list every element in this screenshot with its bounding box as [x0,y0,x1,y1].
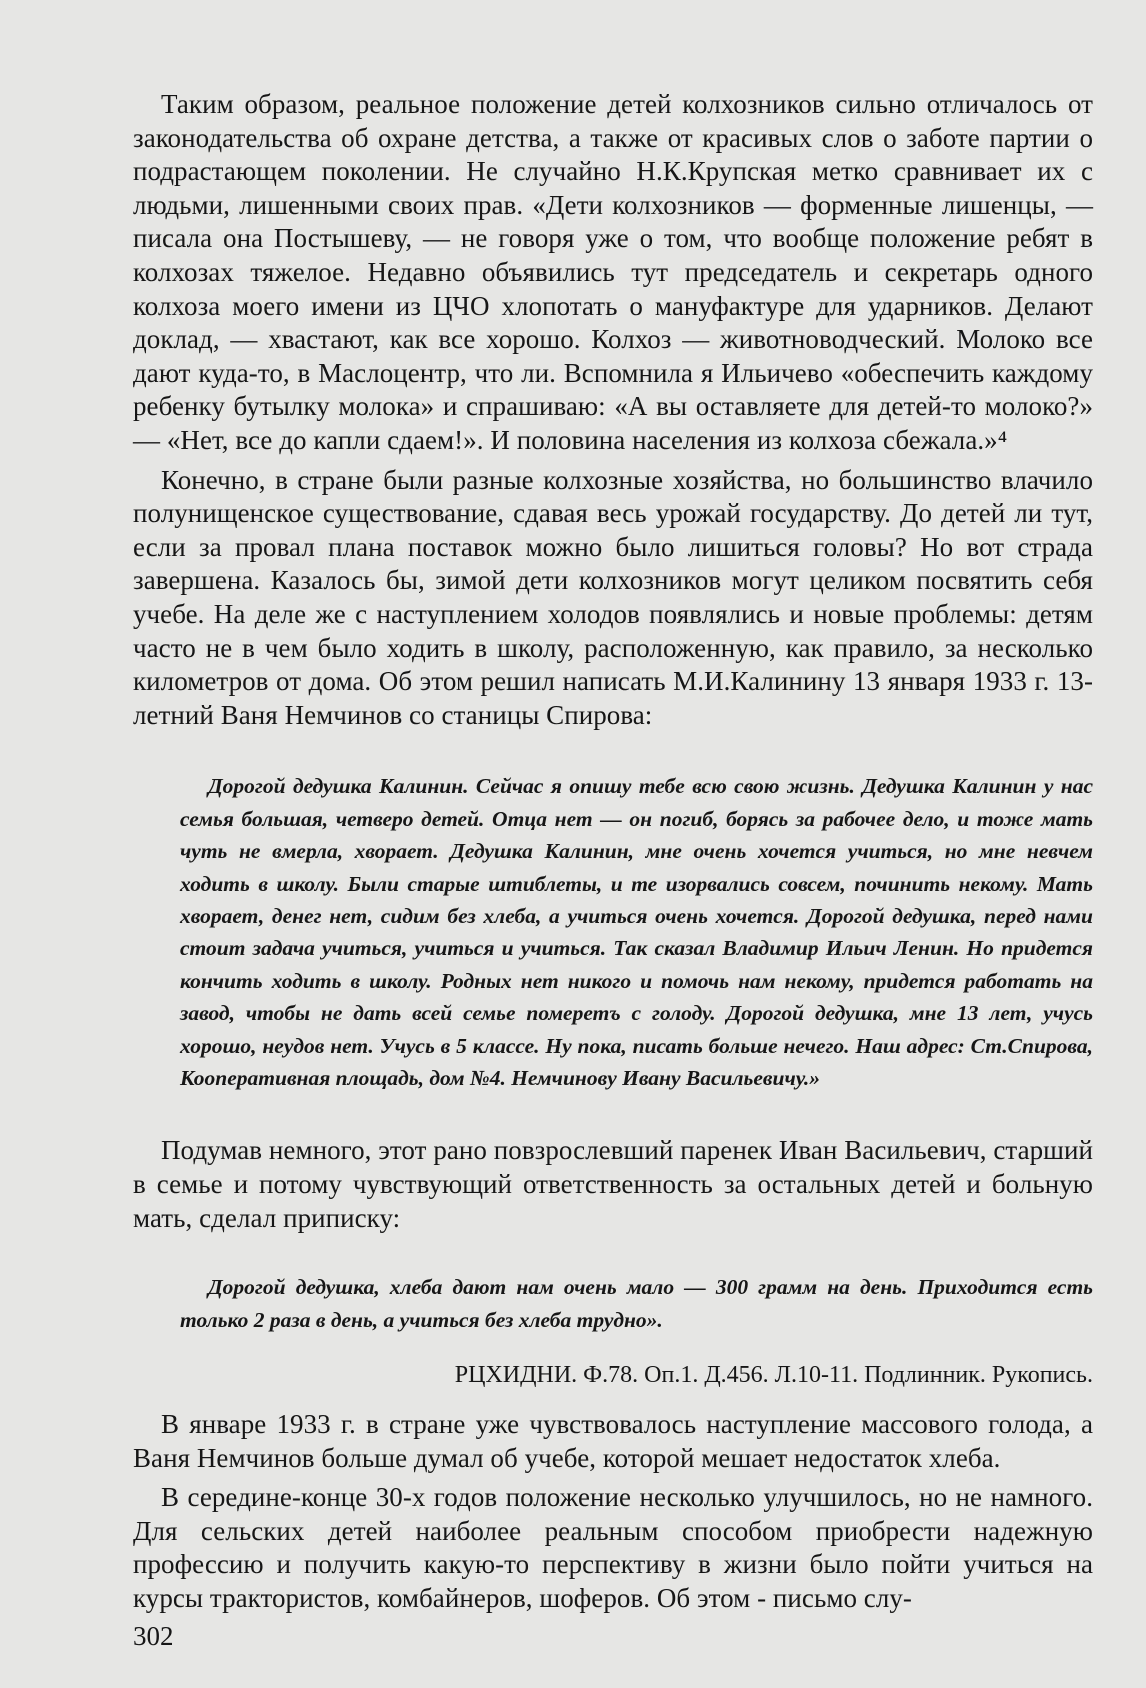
archive-source-reference: РЦХИДНИ. Ф.78. Оп.1. Д.456. Л.10-11. Подлинник. Рукопись. [454,1361,1093,1388]
page-number: 302 [133,1621,174,1651]
paragraph-famine: В январе 1933 г. в стране уже чувствовалось наступление массового голода, а Ваня Немчинов больше думал об учебе, которой мешает недостаток хлеба. [133,1408,1093,1473]
page-text [133,88,1093,1616]
paragraph-krupskaya: Таким образом, реальное положение детей колхозников сильно отличалось от законодательства об охране детства, а также от красивых слов о заботе партии о подрастающем поколении. Не случайно Н.К.Крупская метко сравнивает их с людьми, лишенными своих прав. «Дети колхозников — форменные лишенцы, — писала она Постышеву, — не говоря уже о том, что вообще положение ребят в колхозах тяжелое. Недавно объявились тут председатель и секретарь одного колхоза моего имени из ЦЧО хлопотать о мануфактуре для ударников. Делают доклад, — хвастают, как все хорошо. Колхоз — животноводческий. Молоко все дают куда-то, в Маслоцентр, что ли. Вспомнила я Ильичево «обеспечить каждому ребенку бутылку молока» и спрашиваю: «А вы оставляете для детей-то молоко?» — «Нет, все до капли сдаем!». И половина населения из колхоза сбежала.»⁴ [133,89,1093,455]
paragraph-kolkhoz-economy: Конечно, в стране были разные колхозные хозяйства, но большинство влачило полунищенское существование, сдавая весь урожай государству. До детей ли тут, если за провал плана поставок можно было лишиться головы? Но вот страда завершена. Казалось бы, зимой дети колхозников могут целиком посвятить себя учебе. На деле же с наступлением холодов появлялись и новые проблемы: детям часто не в чем было ходить в школу, расположенную, как правило, за несколько километров от дома. Об этом решил написать М.И.Калинину 13 января 1933 г. 13-летний Ваня Немчинов со станицы Спирова: [133,464,1093,730]
quoted-postscript: Дорогой дедушка, хлеба дают нам очень мало — 300 грамм на день. Приходится есть только 2 раза в день, а учиться без хлеба трудно». [180,1275,1093,1332]
paragraph-postscript-intro: Подумав немного, этот рано повзрослевший паренек Иван Васильевич, старший в семье и потому чувствующий ответственность за остальных детей и больную мать, сделал приписку: [133,1135,1093,1233]
paragraph-late-1930s: В середине-конце 30-х годов положение несколько улучшилось, но не намного. Для сельских детей наиболее реальным способом приобрести надежную профессию и получить какую-то перспективу в жизни было пойти учиться на курсы трактористов, комбайнеров, шоферов. Об этом - письмо слу- [133,1482,1093,1613]
quoted-letter-nemchinov: Дорогой дедушка Калинин. Сейчас я опишу тебе всю свою жизнь. Дедушка Калинин у нас семья большая, четверо детей. Отца нет — он погиб, борясь за рабочее дело, и тоже мать чуть не вмерла, хворает. Дедушка Калинин, мне очень хочется учиться, но мне невчем ходить в школу. Были старые штиблеты, и те изорвались совсем, починить некому. Мать хворает, денег нет, сидим без хлеба, а учиться очень хочется. Дорогой дедушка, перед нами стоит задача учиться, учиться и учиться. Так сказал Владимир Ильич Ленин. Но придется кончить ходить в школу. Родных нет никого и помочь нам некому, придется работать на завод, чтобы не дать всей семье померетъ с голоду. Дорогой дедушка, мне 13 лет, учусь хорошо, неудов нет. Учусь в 5 классе. Ну пока, писать больше нечего. Наш адрес: Ст.Спирова, Кооперативная площадь, дом №4. Немчинову Ивану Васильевичу.» [180,774,1093,1090]
